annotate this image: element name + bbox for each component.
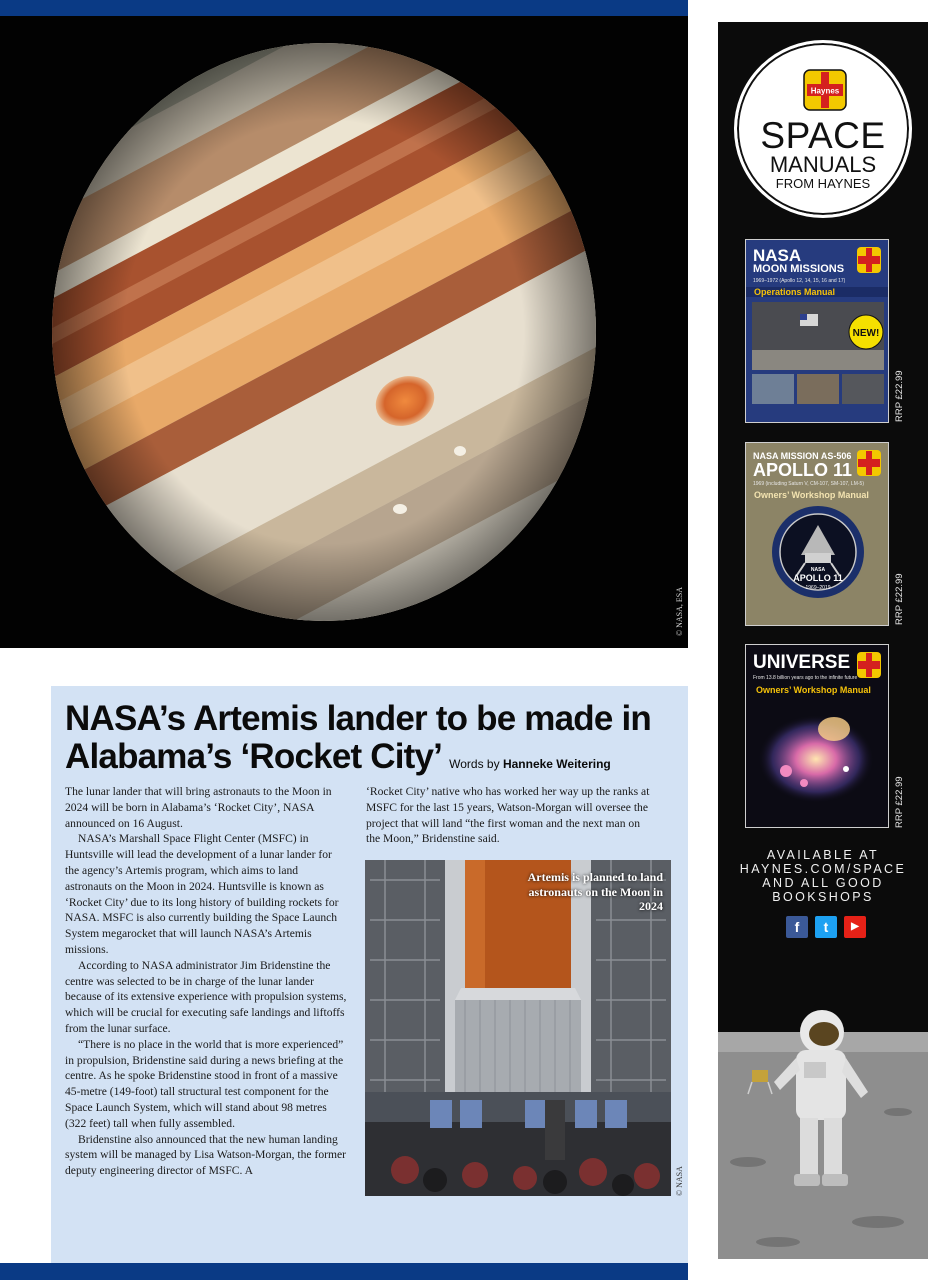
haynes-advert[interactable] bbox=[718, 22, 928, 1259]
twitter-icon[interactable]: t bbox=[815, 916, 837, 938]
logo-manuals: MANUALS bbox=[769, 152, 877, 177]
byline-author: Hanneke Weitering bbox=[502, 757, 611, 771]
jupiter-hero-image bbox=[0, 16, 688, 648]
book3-title-a: UNIVERSE bbox=[753, 652, 851, 673]
availability-url[interactable]: HAYNES.COM/SPACE bbox=[739, 862, 907, 876]
apollo-11-seal bbox=[771, 505, 865, 599]
article-column-1 bbox=[65, 784, 347, 1179]
bottom-accent-bar bbox=[0, 1263, 688, 1280]
book2-manual-label: Owners’ Workshop Manual bbox=[754, 490, 869, 500]
book-apollo-11[interactable] bbox=[745, 442, 889, 626]
seal-mid-text: APOLLO 11 bbox=[793, 573, 843, 583]
article-headline bbox=[65, 700, 675, 783]
haynes-badge-icon bbox=[856, 246, 882, 274]
photo-caption: Artemis is planned to land astronauts on the Moon in 2024 bbox=[527, 870, 663, 913]
article-paragraph: “There is no place in the world that is more experienced” in propulsion, Bridenstine said during a news briefing at the centre. As he spoke Bridenstine stood in front of a massive 45-metre (149-foot) tall structural test component for the Space Launch System, which will stand about 98 metres (322 feet) tall when fully assembled. bbox=[65, 1037, 344, 1130]
book2-title-b: APOLLO 11 bbox=[753, 460, 853, 480]
article-paragraph: NASA’s Marshall Space Flight Center (MSFC) in Huntsville will lead the development of a lunar lander for the agency’s Artemis program, which aims to land astronauts on the Moon in 2024. Huntsville is known as ‘Rocket City’ due to its long history of building rockets for NASA. MSFC is also currently building the Space Launch System megarocket that will launch NASA’s Artemis missions. bbox=[65, 832, 339, 956]
haynes-badge-icon bbox=[856, 449, 882, 477]
book1-subtitle: 1969–1972 (Apollo 12, 14, 15, 16 and 17) bbox=[753, 278, 846, 284]
seal-years-text: 1969–2019 bbox=[805, 585, 831, 591]
availability-text bbox=[718, 848, 928, 904]
galaxy-image bbox=[746, 699, 889, 827]
hero-photo-credit: © NASA, ESA bbox=[675, 587, 684, 636]
book-universe[interactable] bbox=[745, 644, 889, 828]
article-column-2 bbox=[366, 784, 656, 847]
book3-subtitle: From 13.8 billion years ago to the infinite future bbox=[753, 675, 858, 681]
seal-top-text: NASA bbox=[810, 567, 826, 573]
book2-subtitle: 1969 (including Saturn V, CM-107, SM-107, LM-5) bbox=[753, 481, 864, 487]
byline-prefix: Words by bbox=[449, 757, 500, 771]
youtube-icon[interactable]: ▶ bbox=[844, 916, 866, 938]
book1-title-a: NASA bbox=[753, 246, 802, 265]
haynes-badge-icon bbox=[803, 69, 847, 111]
facebook-icon[interactable]: f bbox=[786, 916, 808, 938]
space-manuals-logo bbox=[734, 40, 912, 218]
book-moon-missions[interactable] bbox=[745, 239, 889, 423]
article-paragraph: According to NASA administrator Jim Bridenstine the centre was selected to be in charge of the lunar lander because of its extensive experience with propulsion systems, which will be crucial for executing safe landings and liftoffs from the lunar surface. bbox=[65, 958, 347, 1035]
book2-title-a: NASA MISSION AS-506 bbox=[753, 451, 852, 461]
haynes-badge-text: Haynes bbox=[810, 86, 840, 96]
jupiter-planet bbox=[50, 41, 598, 623]
article-byline bbox=[449, 757, 611, 771]
news-article bbox=[51, 686, 688, 1263]
astronaut-on-moon-image bbox=[718, 962, 928, 1259]
headline-line-1: NASA’s Artemis lander to be made in bbox=[65, 699, 651, 738]
book1-price: RRP £22.99 bbox=[894, 370, 905, 422]
new-flag-text: NEW! bbox=[852, 328, 880, 339]
book2-price: RRP £22.99 bbox=[894, 573, 905, 625]
article-paragraph: Bridenstine also announced that the new human landing system will be managed by Lisa Watson-Morgan, the former deputy engineering director of MSFC. A bbox=[65, 1132, 347, 1178]
book1-manual-label: Operations Manual bbox=[746, 287, 888, 297]
haynes-badge-icon bbox=[856, 651, 882, 679]
availability-line: AND ALL GOOD bbox=[762, 876, 884, 890]
availability-line: BOOKSHOPS bbox=[772, 890, 874, 904]
article-paragraph: The lunar lander that will bring astronauts to the Moon in 2024 will be born in Alabama’s ‘Rocket City’, NASA announced on 16 August. bbox=[65, 785, 332, 830]
new-flag bbox=[848, 314, 884, 350]
photo-credit: © NASA bbox=[675, 1166, 684, 1196]
headline-line-2: Alabama’s ‘Rocket City’ bbox=[65, 737, 441, 776]
book3-manual-label: Owners’ Workshop Manual bbox=[756, 685, 871, 695]
logo-space: SPACE bbox=[760, 115, 886, 156]
logo-from-haynes: FROM HAYNES bbox=[775, 176, 871, 191]
top-accent-bar bbox=[0, 0, 688, 16]
book1-title-b: MOON MISSIONS bbox=[753, 263, 845, 275]
book3-price: RRP £22.99 bbox=[894, 776, 905, 828]
availability-line: AVAILABLE AT bbox=[766, 848, 880, 862]
rocket-test-photo bbox=[365, 860, 671, 1196]
article-paragraph: ‘Rocket City’ native who has worked her way up the ranks at MSFC for the last 15 years, Watson-Morgan will oversee the project that will land “the first woman and the next man on the Moon,” Bridenstine said. bbox=[366, 785, 650, 846]
